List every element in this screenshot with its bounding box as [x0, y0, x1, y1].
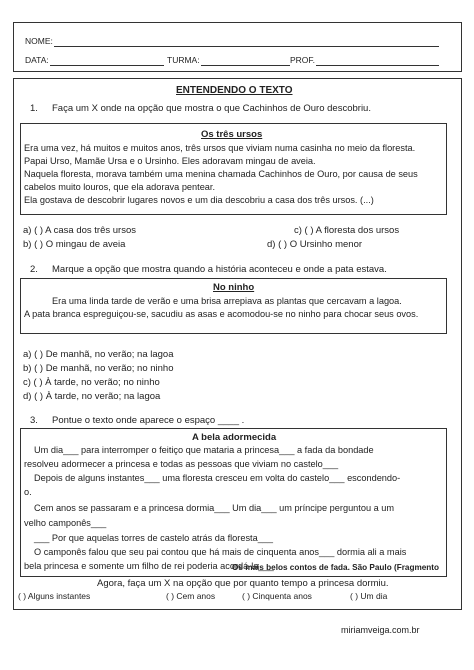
- q1-prompt: Faça um X onde na opção que mostra o que Cachinhos de Ouro descobriu.: [52, 103, 371, 114]
- date-label: DATA:: [25, 55, 49, 65]
- story3-line-3: Depois de alguns instantes___ uma floresta cresceu em volta do castelo___ escondendo-: [34, 473, 401, 483]
- q1-number: 1.: [30, 103, 38, 114]
- story3-line-5: Cem anos se passaram e a princesa dormia___ Um dia___ um príncipe perguntou a um: [34, 503, 395, 513]
- footer-website: miriamveiga.com.br: [341, 625, 420, 635]
- story3-line-2: resolveu adormecer a princesa e todas as pessoas que viviam no castelo___: [24, 459, 339, 469]
- story3-line-9: bela princesa e somente um filho de rei poderia acordá-la___: [24, 561, 274, 571]
- page-title: ENTENDENDO O TEXTO: [176, 85, 293, 96]
- story1-line-5: Ela gostava de descobrir lugares novos e um dia descobriu a casa dos três ursos. (...): [24, 195, 374, 205]
- story3-line-1: Um dia___ para interromper o feitiço que mataria a princesa___ a fada da bondade: [34, 445, 374, 455]
- q2-option-d[interactable]: d) ( ) À tarde, no verão; na lagoa: [23, 391, 161, 402]
- q1-option-d[interactable]: d) ( ) O Ursinho menor: [267, 239, 363, 250]
- q1-option-c[interactable]: c) ( ) A floresta dos ursos: [294, 225, 400, 236]
- q2-option-c[interactable]: c) ( ) À tarde, no verão; no ninho: [23, 377, 160, 388]
- q3-option-3[interactable]: ( ) Cinquenta anos: [242, 591, 312, 601]
- story3-line-6: velho camponês___: [24, 518, 107, 528]
- story3-line-8: O camponês falou que seu pai contou que há mais de cinquenta anos___ dormia ali a mais: [34, 547, 407, 557]
- class-line[interactable]: [201, 65, 290, 66]
- story3-source: Os mais belos contos de fada. São Paulo (Fragmento: [232, 563, 440, 572]
- story2-title: No ninho: [213, 282, 255, 293]
- q3-followup: Agora, faça um X na opção que por quanto tempo a princesa dormiu.: [97, 578, 389, 589]
- story3-line-7: ___ Por que aquelas torres de castelo atrás da floresta___: [34, 533, 274, 543]
- q2-option-a[interactable]: a) ( ) De manhã, no verão; na lagoa: [23, 349, 174, 360]
- q1-option-b[interactable]: b) ( ) O mingau de aveia: [23, 239, 126, 250]
- story2-line-2: A pata branca espreguiçou-se, sacudiu as asas e acomodou-se no ninho para chocar seus ovos.: [24, 309, 419, 319]
- story3-line-4: o.: [24, 487, 32, 497]
- q2-prompt: Marque a opção que mostra quando a história aconteceu e onde a pata estava.: [52, 264, 387, 275]
- q1-option-a[interactable]: a) ( ) A casa dos três ursos: [23, 225, 136, 236]
- story1-line-4: cabelos muito louros, que ela adorava pentear.: [24, 182, 216, 192]
- date-line[interactable]: [50, 65, 164, 66]
- q3-number: 3.: [30, 415, 38, 426]
- q2-number: 2.: [30, 264, 38, 275]
- name-label: NOME:: [25, 36, 53, 46]
- q3-option-4[interactable]: ( ) Um dia: [350, 591, 388, 601]
- story2-line-1: Era uma linda tarde de verão e uma brisa arrepiava as plantas que cercavam a lagoa.: [52, 296, 402, 306]
- class-label: TURMA:: [167, 55, 200, 65]
- teacher-line[interactable]: [316, 65, 439, 66]
- story1-title: Os três ursos: [201, 129, 263, 140]
- q3-prompt: Pontue o texto onde aparece o espaço ____ .: [52, 415, 245, 426]
- q3-option-2[interactable]: ( ) Cem anos: [166, 591, 216, 601]
- story1-line-2: Papai Urso, Mamãe Ursa e o Ursinho. Eles adoravam mingau de aveia.: [24, 156, 316, 166]
- name-line[interactable]: [54, 46, 439, 47]
- story3-title: A bela adormecida: [192, 432, 277, 443]
- story1-line-1: Era uma vez, há muitos e muitos anos, três ursos que viviam numa casinha no meio da floresta.: [24, 143, 416, 153]
- story1-line-3: Naquela floresta, morava também uma menina chamada Cachinhos de Ouro, por causa de seus: [24, 169, 418, 179]
- q3-option-1[interactable]: ( ) Alguns instantes: [18, 591, 91, 601]
- teacher-label: PROF.: [290, 55, 316, 65]
- q2-option-b[interactable]: b) ( ) De manhã, no verão; no ninho: [23, 363, 174, 374]
